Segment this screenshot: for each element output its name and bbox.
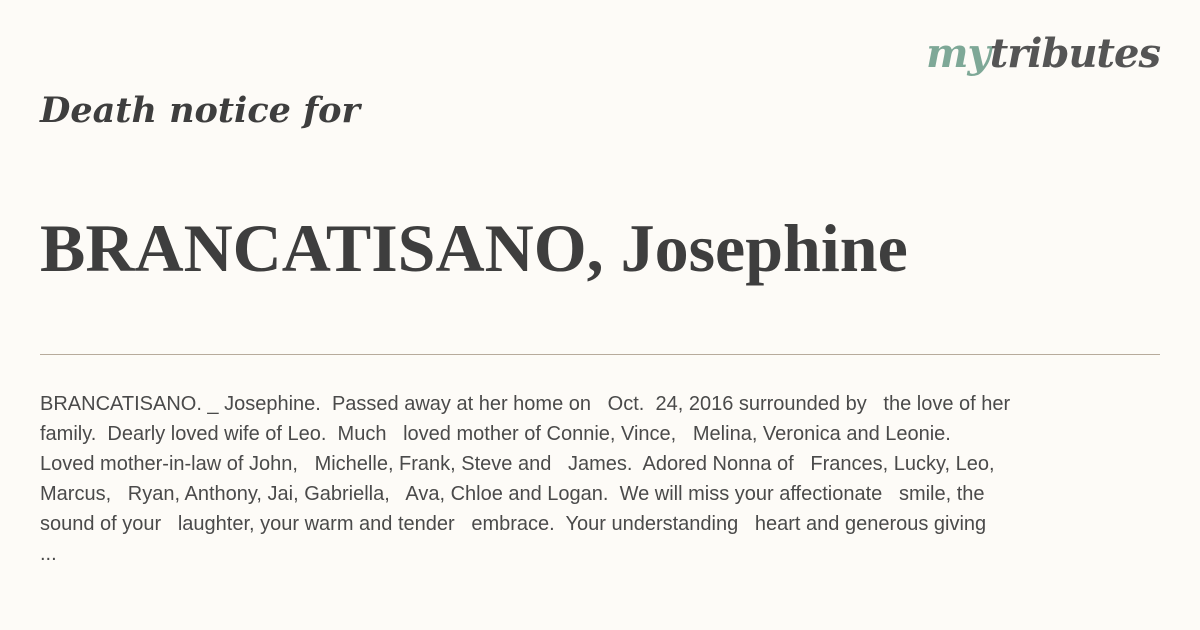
death-notice-label: Death notice for [40, 90, 360, 131]
deceased-name: BRANCATISANO, Josephine [40, 210, 908, 286]
notice-text-line: family. Dearly loved wife of Leo. Much loved mother of Connie, Vince, Melina, Veronica and Leonie. [40, 423, 951, 445]
notice-text-ellipsis: ... [40, 543, 57, 565]
mytributes-logo[interactable] [926, 30, 1160, 77]
notice-text-line: BRANCATISANO. _ Josephine. Passed away at her home on Oct. 24, 2016 surrounded by the love of her [40, 393, 1011, 415]
notice-text-line: Marcus, Ryan, Anthony, Jai, Gabriella, Ava, Chloe and Logan. We will miss your affectionate smile, the [40, 483, 985, 505]
notice-text [40, 389, 1130, 569]
section-divider [40, 354, 1160, 355]
logo-my-text: my [926, 30, 990, 77]
logo-tributes-text: tributes [989, 30, 1160, 77]
notice-text-line: sound of your laughter, your warm and tender embrace. Your understanding heart and generous giving [40, 513, 987, 535]
notice-text-line: Loved mother-in-law of John, Michelle, Frank, Steve and James. Adored Nonna of Frances, Lucky, Leo, [40, 453, 995, 475]
